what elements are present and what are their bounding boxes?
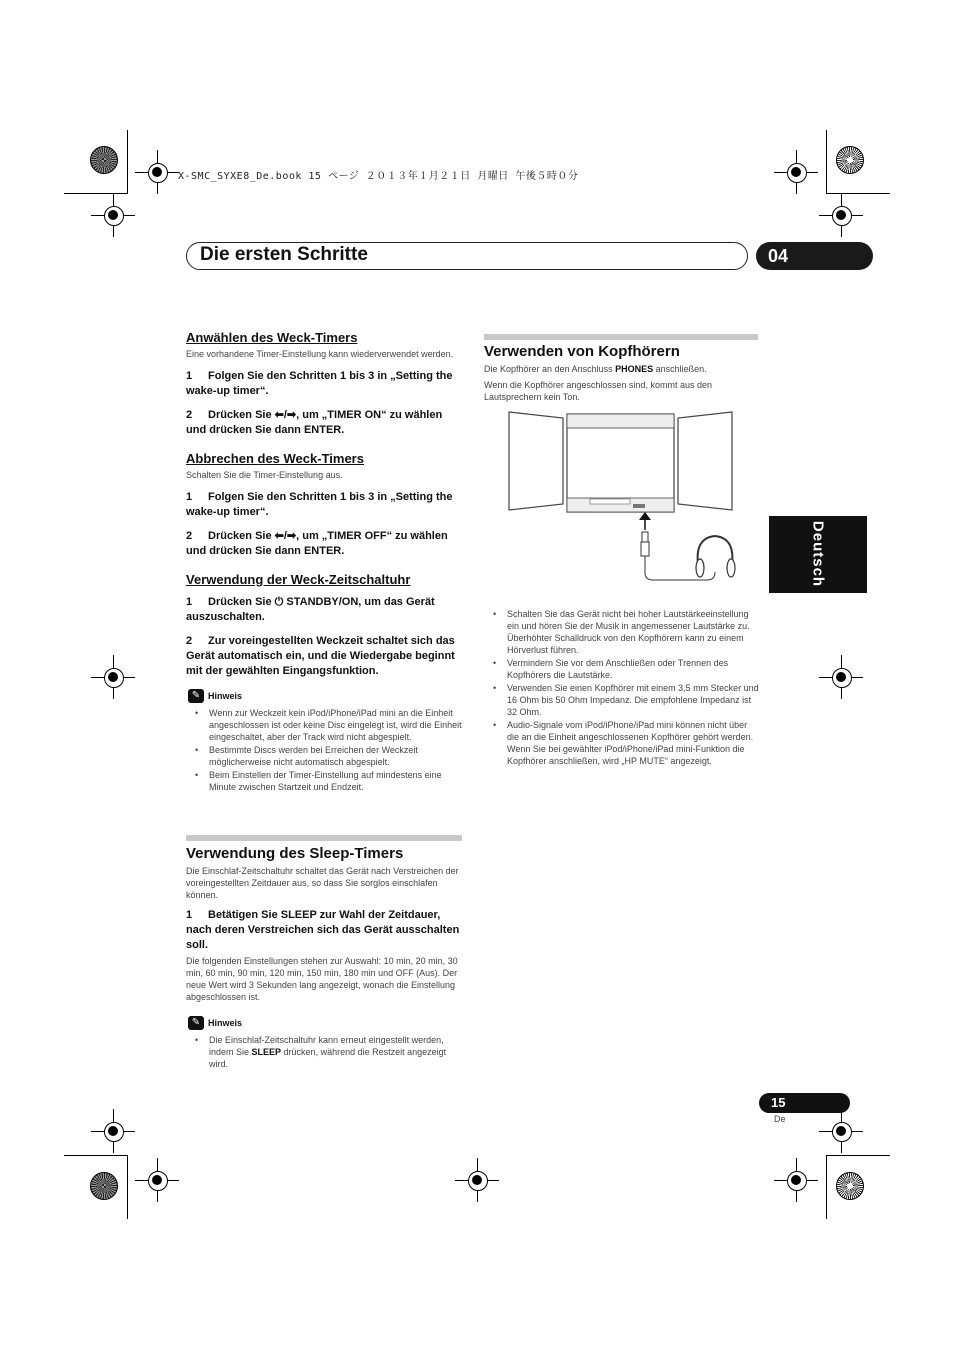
note-header: [186, 689, 462, 705]
note-pencil-icon: ✎: [188, 1016, 204, 1030]
step-number: 1: [186, 370, 193, 382]
right-column-lower: [484, 608, 760, 768]
section-divider: [484, 334, 758, 340]
step: [186, 529, 462, 559]
list-item: • Audio-Signale vom iPod/iPhone/iPad mini können nicht über die an die Einheit angeschlossenen Kopfhörer gehört werden. Wenn Sie bei gewählter iPod/iPhone/iPad mini-Funktion die Kopfhörer anschließen, wird „HP MUTE“ angezeigt.: [484, 719, 760, 767]
section-heading: Anwählen des Weck-Timers: [186, 330, 358, 345]
list-item: • Verwenden Sie einen Kopfhörer mit einem 3,5 mm Stecker und 16 Ohm bis 50 Ohm Impedanz. Die empfohlene Impedanz ist 32 Ohm.: [484, 682, 760, 718]
note-text: drücken, während die Restzeit angezeigt wird.: [209, 1047, 447, 1069]
step-text: Drücken Sie ⬅/➡, um „TIMER OFF“ zu wählen und drücken Sie dann ENTER.: [186, 530, 448, 557]
step-number: 2: [186, 530, 193, 542]
step-text: Folgen Sie den Schritten 1 bis 3 in „Setting the wake-up timer“.: [186, 491, 453, 518]
list-item: • Wenn zur Weckzeit kein iPod/iPhone/iPad mini an die Einheit angeschlossen ist oder keine Disc eingelegt ist, wird die Einheit eingeschaltet, aber der Track wird nicht abgespielt.: [186, 707, 462, 743]
section-divider: [186, 835, 462, 841]
section-heading: Verwendung der Weck-Zeitschaltuhr: [186, 572, 411, 587]
step-text: Betätigen Sie SLEEP zur Wahl der Zeitdauer, nach deren Verstreichen sich das Gerät ausschalten soll.: [186, 909, 460, 951]
step-number: 1: [186, 596, 193, 608]
step-number: 1: [186, 909, 193, 921]
crop-line: [826, 1155, 827, 1219]
crop-line: [826, 1155, 890, 1156]
chapter-badge: 04: [756, 242, 873, 270]
step-text: Drücken Sie ⬅/➡, um „TIMER ON“ zu wählen und drücken Sie dann ENTER.: [186, 409, 443, 436]
step: [186, 595, 462, 625]
page-language: De: [774, 1114, 786, 1124]
step: [186, 908, 462, 953]
crop-line: [826, 193, 890, 194]
list-item: • Bestimmte Discs werden bei Erreichen der Weckzeit möglicherweise nicht automatisch abgespielt.: [186, 744, 462, 768]
paragraph: Wenn die Kopfhörer angeschlossen sind, kommt aus den Lautsprechern kein Ton.: [484, 380, 712, 402]
crop-line: [826, 130, 827, 194]
section-intro: Eine vorhandene Timer-Einstellung kann wiederverwendet werden.: [186, 349, 454, 359]
step-number: 1: [186, 491, 193, 503]
registration-rosette-icon: [90, 1172, 118, 1200]
paragraph: [484, 363, 760, 375]
language-tab: [769, 516, 867, 593]
list-item: [186, 1034, 462, 1070]
headphone-illustration: [505, 408, 740, 603]
crop-line: [127, 130, 128, 194]
step-text: Folgen Sie den Schritten 1 bis 3 in „Setting the wake-up timer“.: [186, 370, 453, 397]
crop-line: [127, 1155, 128, 1219]
note-pencil-icon: ✎: [188, 689, 204, 703]
left-column-lower: [186, 845, 462, 1071]
warning-list: [484, 608, 760, 767]
step-number: 2: [186, 635, 193, 647]
page-number: 15: [759, 1093, 850, 1113]
registration-rosette-icon: [90, 146, 118, 174]
section-heading: Abbrechen des Weck-Timers: [186, 451, 364, 466]
note-list: [186, 1034, 462, 1070]
registration-rosette-icon: [836, 146, 864, 174]
note-header: [186, 1016, 462, 1032]
right-column: [484, 343, 760, 403]
step: [186, 490, 462, 520]
note-list: [186, 707, 462, 793]
step: [186, 408, 462, 438]
step-number: 2: [186, 409, 193, 421]
note-title: Hinweis: [208, 1018, 243, 1028]
step: [186, 634, 462, 679]
crop-line: [64, 1155, 128, 1156]
section-intro: Die Einschlaf-Zeitschaltuhr schaltet das Gerät nach Verstreichen der voreingestellten Zeitdauer aus, so dass Sie sorglos einschlafen können.: [186, 866, 459, 900]
left-column: [186, 330, 462, 794]
list-item: • Schalten Sie das Gerät nicht bei hoher Lautstärkeeinstellung ein und hören Sie der Musik in angemessener Lautstärke zu. Überhöhter Schalldruck von den Kopfhörern kann zu einem Hörverlust führen.: [484, 608, 760, 656]
step-text: Zur voreingestellten Weckzeit schaltet sich das Gerät automatisch ein, und die Wiedergabe beginnt mit der gewählten Eingangsfunktion.: [186, 635, 455, 677]
note-text: Die Einschlaf-Zeitschaltuhr kann erneut eingestellt werden, indem Sie: [209, 1035, 444, 1057]
crop-line: [64, 193, 128, 194]
page-title: Die ersten Schritte: [200, 244, 368, 265]
text: Die Kopfhörer an den Anschluss: [484, 364, 616, 374]
text: anschließen.: [653, 364, 707, 374]
note-key: SLEEP: [251, 1047, 282, 1057]
note-title: Hinweis: [208, 691, 243, 701]
language-tab-label: Deutsch: [809, 520, 827, 588]
section-heading: Verwenden von Kopfhörern: [484, 343, 680, 360]
step: [186, 369, 462, 399]
paragraph: Die folgenden Einstellungen stehen zur Auswahl: 10 min, 20 min, 30 min, 60 min, 90 min, 120 min, 150 min, 180 min und OFF (Aus). Der neue Wert wird 3 Sekunden lang angezeigt, wonach die Einstellung abgeschlossen ist.: [186, 956, 458, 1002]
phones-label: PHONES: [615, 364, 654, 374]
list-item: • Beim Einstellen der Timer-Einstellung auf mindestens eine Minute zwischen Startzeit und Endzeit.: [186, 769, 462, 793]
registration-rosette-icon: [836, 1172, 864, 1200]
section-heading: Verwendung des Sleep-Timers: [186, 845, 404, 862]
book-info-line: X-SMC_SYXE8_De.book 15 ページ ２０１３年１月２１日 月曜日 午後５時０分: [178, 171, 579, 182]
step-text: Drücken Sie ⏻ STANDBY/ON, um das Gerät auszuschalten.: [186, 596, 435, 623]
page-title-bar: [186, 242, 748, 270]
section-intro: Schalten Sie die Timer-Einstellung aus.: [186, 470, 343, 480]
list-item: • Vermindern Sie vor dem Anschließen oder Trennen des Kopfhörers die Lautstärke.: [484, 657, 760, 681]
